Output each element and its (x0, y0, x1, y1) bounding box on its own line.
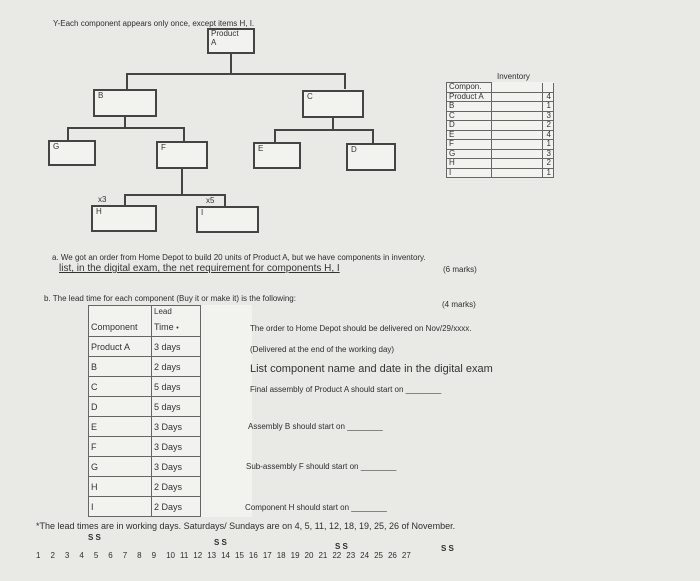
lead-component: H (89, 477, 152, 497)
weekend-mark-3: S S (335, 542, 348, 551)
weekend-mark-1: S S (88, 533, 101, 542)
weekend-mark-4: S S (441, 544, 454, 553)
lead-time-row (89, 337, 252, 357)
part-a-line2: list, in the digital exam, the net requirement for components H, I (59, 263, 340, 274)
day-number: 17 (262, 551, 272, 560)
node-c: C (302, 90, 364, 118)
part-b-intro: b. The lead time for each component (Buy it or make it) is the following: (44, 294, 296, 303)
inventory-row (447, 92, 554, 102)
inventory-qty: 4 (543, 92, 554, 102)
lead-time-value: 2 Days (152, 477, 201, 497)
day-number: 12 (193, 551, 203, 560)
inventory-title: Inventory (497, 72, 530, 81)
order-text: The order to Home Depot should be delivered on Nov/29/xxxx. (250, 324, 472, 333)
lead-time-value: 3 Days (152, 457, 201, 477)
lead-time-value: 3 Days (152, 437, 201, 457)
lead-time-value: 5 days (152, 377, 201, 397)
delivered-text: (Delivered at the end of the working day) (250, 345, 395, 354)
day-number: 26 (387, 551, 397, 560)
day-number: 5 (93, 551, 99, 560)
day-number: 3 (64, 551, 70, 560)
day-number: 11 (179, 551, 189, 560)
lead-time-row (89, 457, 252, 477)
inventory-qty: 2 (543, 121, 554, 131)
part-a-line1: a. We got an order from Home Depot to build 20 units of Product A, but we have components in inventory. (52, 253, 426, 262)
day-number: 7 (122, 551, 128, 560)
lead-time-row (89, 357, 252, 377)
node-i: I (196, 206, 259, 233)
inventory-qty: 3 (543, 111, 554, 121)
inventory-component: H (447, 159, 492, 169)
lead-component: I (89, 497, 152, 517)
inventory-qty: 1 (543, 140, 554, 150)
day-number: 15 (235, 551, 244, 560)
day-number: 25 (374, 551, 383, 560)
november-day-numbers (36, 551, 416, 560)
inventory-component: B (447, 102, 492, 112)
inventory-qty: 4 (543, 130, 554, 140)
inventory-row (447, 149, 554, 159)
inventory-qty: 3 (543, 149, 554, 159)
lead-time-row (89, 477, 252, 497)
lead-time-value: 3 days (152, 337, 201, 357)
day-number: 21 (318, 551, 328, 560)
part-b-marks: (4 marks) (442, 300, 476, 309)
inventory-component: Product A (447, 92, 492, 102)
day-number: 14 (221, 551, 231, 560)
part-a-marks: (6 marks) (443, 265, 477, 274)
lead-component: G (89, 457, 152, 477)
lead-component: C (89, 377, 152, 397)
day-number: 23 (346, 551, 356, 560)
footer-note: *The lead times are in working days. Saturdays/ Sundays are on 4, 5, 11, 12, 18, 19, 25, 26 of November. (36, 521, 456, 531)
subassembly-f-prompt: Sub-assembly F should start on ________ (246, 462, 397, 471)
inventory-row (447, 130, 554, 140)
inventory-table (446, 82, 554, 178)
lead-time-value: 2 Days (152, 497, 201, 517)
day-number: 22 (332, 551, 342, 560)
lead-header-lead: Lead (152, 306, 201, 318)
list-instruction: List component name and date in the digital exam (250, 363, 493, 375)
inventory-component: G (447, 149, 492, 159)
inventory-header-cell: Compon. (447, 83, 492, 93)
node-product-label: Product (211, 29, 239, 38)
lead-component: B (89, 357, 152, 377)
header-note: Y-Each component appears only once, except items H, I. (53, 19, 255, 28)
inventory-component: F (447, 140, 492, 150)
inventory-qty: 1 (543, 168, 554, 178)
day-number: 18 (276, 551, 286, 560)
day-number: 10 (166, 551, 175, 560)
node-e: E (253, 142, 301, 169)
qty-i: x5 (206, 196, 215, 205)
inventory-row (447, 140, 554, 150)
node-product-a (207, 28, 255, 54)
lead-time-row (89, 377, 252, 397)
day-number: 9 (151, 551, 157, 560)
weekend-mark-2: S S (214, 538, 227, 547)
inventory-component: E (447, 130, 492, 140)
day-number: 1 (36, 551, 41, 560)
inventory-component: D (447, 121, 492, 131)
lead-component: Product A (89, 337, 152, 357)
assembly-b-prompt: Assembly B should start on ________ (248, 422, 383, 431)
final-assembly-prompt: Final assembly of Product A should start on ________ (250, 385, 442, 394)
qty-h: x3 (98, 195, 107, 204)
lead-component: E (89, 417, 152, 437)
inventory-qty: 2 (543, 159, 554, 169)
inventory-header-row (447, 83, 554, 93)
lead-header-component: Component (89, 317, 152, 337)
lead-time-table (88, 305, 252, 517)
inventory-row (447, 111, 554, 121)
inventory-component: I (447, 168, 492, 178)
day-number: 20 (304, 551, 314, 560)
node-product-letter: A (211, 38, 217, 47)
lead-time-row (89, 497, 252, 517)
node-d: D (346, 143, 396, 171)
day-number: 4 (79, 551, 84, 560)
day-number: 19 (290, 551, 300, 560)
lead-time-row (89, 437, 252, 457)
inventory-row (447, 159, 554, 169)
inventory-qty: 1 (543, 102, 554, 112)
lead-component: D (89, 397, 152, 417)
node-b: B (93, 89, 157, 117)
inventory-row (447, 121, 554, 131)
node-f: F (156, 141, 208, 169)
lead-header-time: Time • (152, 317, 201, 337)
day-number: 16 (248, 551, 258, 560)
component-h-prompt: Component H should start on ________ (245, 503, 387, 512)
node-h: H (91, 205, 157, 232)
lead-time-value: 2 days (152, 357, 201, 377)
inventory-component: C (447, 111, 492, 121)
day-number: 24 (360, 551, 370, 560)
day-number: 6 (108, 551, 113, 560)
node-g: G (48, 140, 96, 166)
inventory-row (447, 168, 554, 178)
day-number: 8 (137, 551, 142, 560)
lead-time-value: 5 days (152, 397, 201, 417)
lead-component: F (89, 437, 152, 457)
lead-time-value: 3 Days (152, 417, 201, 437)
day-number: 2 (50, 551, 55, 560)
lead-time-row (89, 397, 252, 417)
lead-time-row (89, 417, 252, 437)
inventory-row (447, 102, 554, 112)
day-number: 27 (401, 551, 411, 560)
day-number: 13 (207, 551, 217, 560)
